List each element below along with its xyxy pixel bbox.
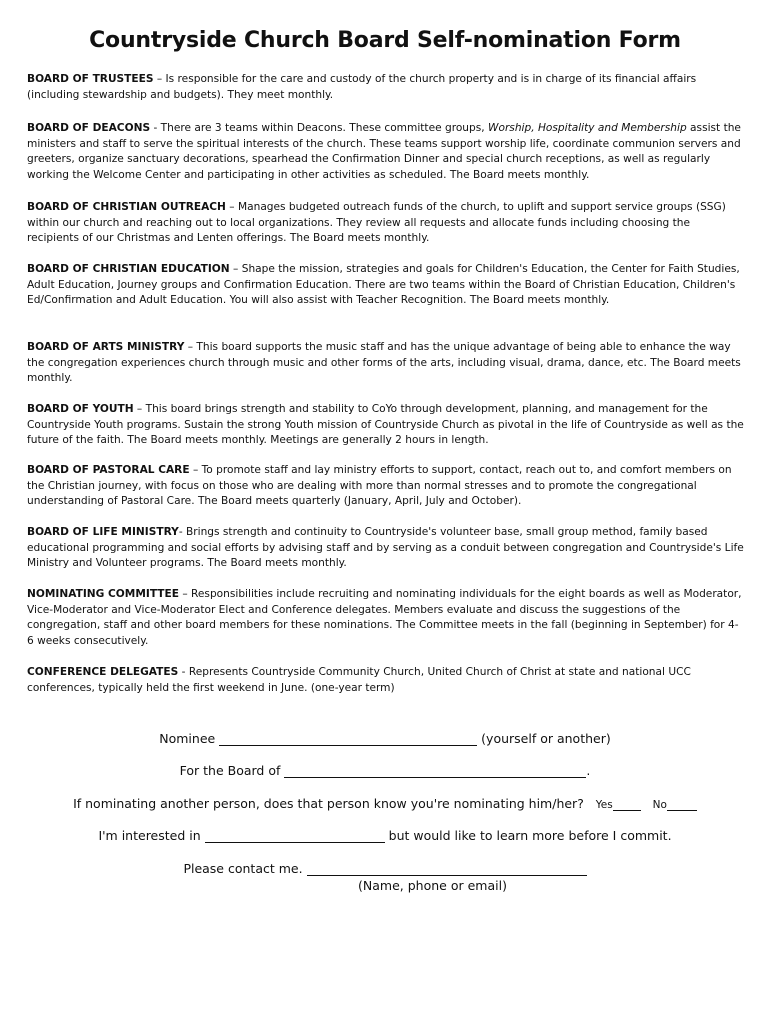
- section-christian-outreach: [27, 200, 745, 247]
- section-text: – This board brings strength and stability to CoYo through development, planning, and management for the Countryside Youth programs. Sustain the strong Youth mission of Countryside Church as pivotal in the life of Countryside as well as the future of the faith. The Board meets monthly. Meetings are generally 2 hours in length.: [27, 403, 744, 447]
- section-deacons: [27, 121, 745, 183]
- section-heading: BOARD OF CHRISTIAN OUTREACH: [27, 201, 226, 213]
- section-text: – To promote staff and lay ministry efforts to support, contact, reach out to, and comfort members on the Christian journey, with focus on those who are dealing with more than normal stresses and to promote the congregational understanding of Pastoral Care. The Board meets quarterly (January, April, July and October).: [27, 464, 732, 508]
- interested-suffix: but would like to learn more before I commit.: [388, 828, 672, 843]
- contact-label: Please contact me.: [183, 861, 303, 876]
- board-row: [0, 763, 770, 778]
- section-pastoral-care: [27, 463, 745, 510]
- section-heading: CONFERENCE DELEGATES: [27, 666, 179, 678]
- section-heading: BOARD OF PASTORAL CARE: [27, 464, 190, 476]
- yes-label: Yes: [595, 799, 613, 811]
- nominee-label: Nominee: [159, 731, 216, 746]
- section-christian-education: [27, 262, 745, 309]
- section-text: – This board supports the music staff and has the unique advantage of being able to enhance the way the congregation experiences church through music and other forms of the arts, including visual, drama, dance, etc. The Board meets monthly.: [27, 341, 741, 385]
- section-text: – Responsibilities include recruiting and nominating individuals for the eight boards as well as Moderator, Vice-Moderator and Vice-Moderator Elect and Conference delegates. Members evaluate and discuss the suggestions of the congregation, staff and other board members for these nominations. The Committee meets in the fall (beginning in September) for 4-6 weeks consecutively.: [27, 588, 742, 647]
- nominee-field[interactable]: [219, 731, 477, 746]
- section-heading: BOARD OF ARTS MINISTRY: [27, 341, 185, 353]
- page-title: Countryside Church Board Self-nomination Form: [89, 28, 681, 53]
- interested-field[interactable]: [205, 828, 385, 843]
- section-arts-ministry: [27, 340, 745, 387]
- interested-row: [0, 828, 770, 843]
- section-heading: BOARD OF YOUTH: [27, 403, 134, 415]
- know-question-row: [0, 796, 770, 811]
- nominee-suffix: (yourself or another): [481, 731, 611, 746]
- no-field[interactable]: [667, 796, 697, 811]
- section-heading: NOMINATING COMMITTEE: [27, 588, 179, 600]
- section-heading: BOARD OF DEACONS: [27, 122, 151, 134]
- section-heading: BOARD OF CHRISTIAN EDUCATION: [27, 263, 230, 275]
- section-text: – Shape the mission, strategies and goals for Children's Education, the Center for Faith Studies, Adult Education, Journey groups and Confirmation Education. There are two teams within the Board of Christian Education, Children's Ed/Confirmation and Adult Education. You will also assist with Teacher Recognition. The Board meets monthly.: [27, 263, 740, 307]
- know-question: If nominating another person, does that person know you're nominating him/her?: [73, 796, 584, 811]
- contact-field[interactable]: [307, 861, 587, 876]
- board-suffix: .: [586, 763, 591, 778]
- section-life-ministry: [27, 525, 745, 572]
- contact-hint: (Name, phone or email): [358, 878, 507, 893]
- section-heading: BOARD OF TRUSTEES: [27, 73, 154, 85]
- section-text: - Brings strength and continuity to Countryside's volunteer base, small group method, family based educational programming and social efforts by advising staff and by serving as a conduit between congregation and Countryside's Life Ministry and Volunteer programs. The Board meets monthly.: [27, 526, 744, 570]
- section-heading: BOARD OF LIFE MINISTRY: [27, 526, 179, 538]
- board-field[interactable]: [284, 763, 586, 778]
- section-text: - Represents Countryside Community Church, United Church of Christ at state and national UCC conferences, typically held the first weekend in June. (one-year term): [27, 666, 691, 694]
- contact-row: [0, 861, 770, 876]
- board-label: For the Board of: [179, 763, 281, 778]
- section-trustees: [27, 72, 745, 103]
- contact-hint-row: [0, 878, 770, 893]
- section-text: - There are 3 teams within Deacons. These committee groups,: [150, 122, 488, 134]
- no-label: No: [652, 799, 667, 811]
- section-nominating-committee: [27, 587, 745, 649]
- section-text-italic: Worship, Hospitality and Membership: [488, 122, 687, 134]
- section-text: – Manages budgeted outreach funds of the church, to uplift and support service groups (SSG) within our church and reaching out to local organizations. They review all requests and allocate funds including choosing the recipients of our Christmas and Lenten offerings. The Board meets monthly.: [27, 201, 726, 245]
- section-conference-delegates: [27, 665, 745, 696]
- interested-label: I'm interested in: [98, 828, 201, 843]
- section-youth: [27, 402, 745, 449]
- section-text: assist the ministers and staff to serve the spiritual interests of the church. These teams support worship life, coordinate communion servers and greeters, organize sanctuary decorations, spearhead the Confirmation Dinner and special church receptions, as well as regularly working the Welcome Center and participating in other activities as scheduled. The Board meets monthly.: [27, 122, 741, 181]
- yes-field[interactable]: [613, 796, 641, 811]
- nominee-row: [0, 731, 770, 746]
- section-text: – Is responsible for the care and custody of the church property and is in charge of its financial affairs (including stewardship and budgets). They meet monthly.: [27, 73, 697, 101]
